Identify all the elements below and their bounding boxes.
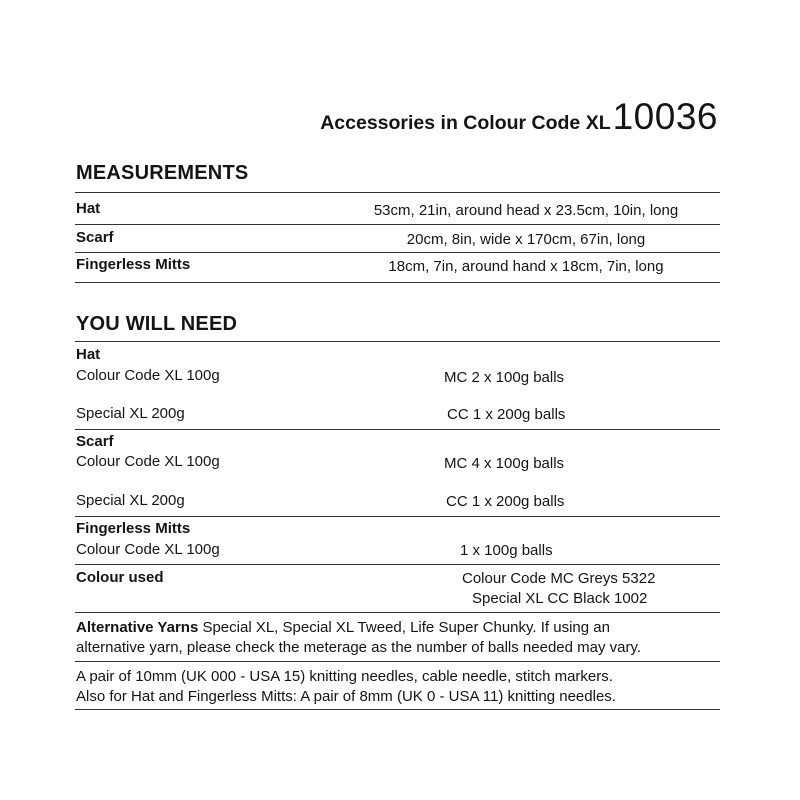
divider: [75, 192, 720, 193]
need-scarf-qty1: MC 4 x 100g balls: [444, 455, 565, 472]
need-hat-qty2: CC 1 x 200g balls: [447, 406, 566, 423]
need-hat-yarn2: Special XL 200g: [76, 405, 185, 422]
need-hat-label: Hat: [76, 346, 101, 363]
measurement-row-mitts: [76, 256, 720, 284]
alternative-yarns-paragraph: [76, 618, 726, 658]
alternative-yarns-text-2: alternative yarn, please check the meterage as the number of balls needed may vary.: [76, 639, 642, 656]
colour-used-label: Colour used: [76, 569, 164, 586]
divider: [75, 224, 720, 225]
needles-line-1: A pair of 10mm (UK 000 - USA 15) knitting needles, cable needle, stitch markers.: [76, 668, 613, 685]
divider: [75, 252, 720, 253]
measurement-label: Hat: [76, 200, 101, 217]
needles-line-2: Also for Hat and Fingerless Mitts: A pair of 8mm (UK 0 - USA 11) knitting needles.: [76, 688, 616, 705]
measurements-heading: MEASUREMENTS: [76, 162, 249, 184]
divider: [75, 612, 720, 613]
you-will-need-heading: YOU WILL NEED: [76, 313, 238, 335]
need-mitts-yarn1: Colour Code XL 100g: [76, 541, 220, 558]
measurement-value: 53cm, 21in, around head x 23.5cm, 10in, long: [373, 202, 679, 219]
colour-used-line2: Special XL CC Black 1002: [472, 590, 648, 607]
alternative-yarns-label: Alternative Yarns: [76, 619, 199, 636]
divider: [75, 282, 720, 283]
measurement-label: Scarf: [76, 229, 114, 246]
needles-paragraph: [76, 667, 726, 707]
divider: [75, 341, 720, 342]
divider: [75, 661, 720, 662]
need-mitts-qty1: 1 x 100g balls: [460, 542, 553, 559]
colour-used-line1: Colour Code MC Greys 5322: [462, 570, 656, 587]
divider: [75, 709, 720, 710]
divider: [75, 564, 720, 565]
divider: [75, 429, 720, 430]
measurement-value: 18cm, 7in, around hand x 18cm, 7in, long: [388, 258, 664, 275]
need-scarf-label: Scarf: [76, 433, 114, 450]
measurement-value: 20cm, 8in, wide x 170cm, 67in, long: [406, 231, 646, 248]
alternative-yarns-text: Special XL, Special XL Tweed, Life Super Chunky. If using an: [198, 619, 610, 636]
need-hat-yarn1: Colour Code XL 100g: [76, 367, 220, 384]
pattern-code: 10036: [612, 96, 718, 137]
page-title: [320, 96, 718, 138]
need-scarf-yarn1: Colour Code XL 100g: [76, 453, 220, 470]
title-text: Accessories in Colour Code XL: [320, 112, 611, 134]
need-scarf-qty2: CC 1 x 200g balls: [446, 493, 565, 510]
need-scarf-yarn2: Special XL 200g: [76, 492, 185, 509]
divider: [75, 516, 720, 517]
need-mitts-label: Fingerless Mitts: [76, 520, 191, 537]
need-hat-qty1: MC 2 x 100g balls: [444, 369, 565, 386]
measurement-label: Fingerless Mitts: [76, 256, 191, 273]
